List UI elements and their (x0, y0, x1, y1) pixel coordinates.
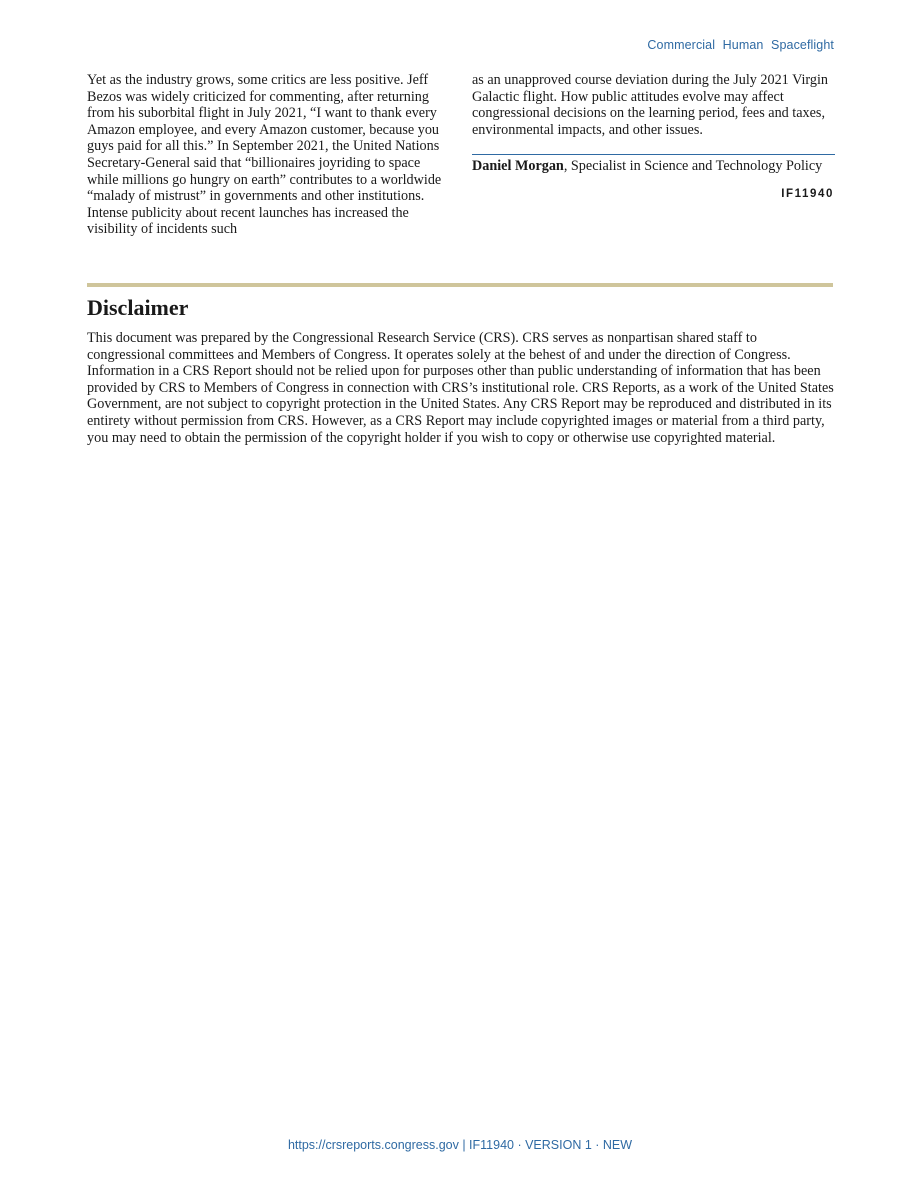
author-block (472, 158, 834, 175)
author-divider (472, 154, 835, 155)
disclaimer-divider (87, 283, 833, 287)
author-name: Daniel Morgan (472, 158, 564, 175)
disclaimer-heading: Disclaimer (87, 295, 189, 320)
footer-separator: | (458, 1138, 470, 1152)
footer-product-line: IF11940 · VERSION 1 · NEW (469, 1138, 633, 1152)
running-header-title: Commercial Human Spaceflight (647, 38, 834, 52)
product-id: IF11940 (781, 187, 834, 200)
body-paragraph-right: as an unapproved course deviation during the July 2021 Virgin Galactic flight. How public attitudes evolve may affect congressional decisions on the learning period, fees and taxes, environmental impacts, and other issues. (472, 72, 829, 138)
author-title: , Specialist in Science and Technology Policy (563, 158, 823, 175)
right-column (472, 72, 834, 203)
footer-url-link[interactable]: https://crsreports.congress.gov (287, 1138, 459, 1152)
disclaimer-text: This document was prepared by the Congressional Research Service (CRS). CRS serves as nonpartisan shared staff to congressional committees and Members of Congress. It operates solely at the behest of and under the direction of Congress. Information in a CRS Report should not be relied upon for purposes other than public understanding of information that has been provided by CRS to Members of Congress in connection with CRS’s institutional role. CRS Reports, as a work of the United States Government, are not subject to copyright protection in the United States. Any CRS Report may be reproduced and distributed in its entirety without permission from CRS. However, as a CRS Report may include copyrighted images or material from a third party, you may need to obtain the permission of the copyright holder if you wish to copy or otherwise use copyrighted material. (87, 330, 834, 446)
page-footer (0, 1138, 920, 1152)
left-column (87, 72, 452, 238)
body-paragraph-left: Yet as the industry grows, some critics are less positive. Jeff Bezos was widely criticized for commenting, after returning from his suborbital flight in July 2021, “I want to thank every Amazon employee, and every Amazon customer, because you guys paid for all this.” In September 2021, the United Nations Secretary-General said that “billionaires joyriding to space while millions go hungry on earth” contributes to a worldwide “malady of mistrust” in governments and other institutions. Intense publicity about recent launches has increased the visibility of incidents such (87, 72, 442, 238)
